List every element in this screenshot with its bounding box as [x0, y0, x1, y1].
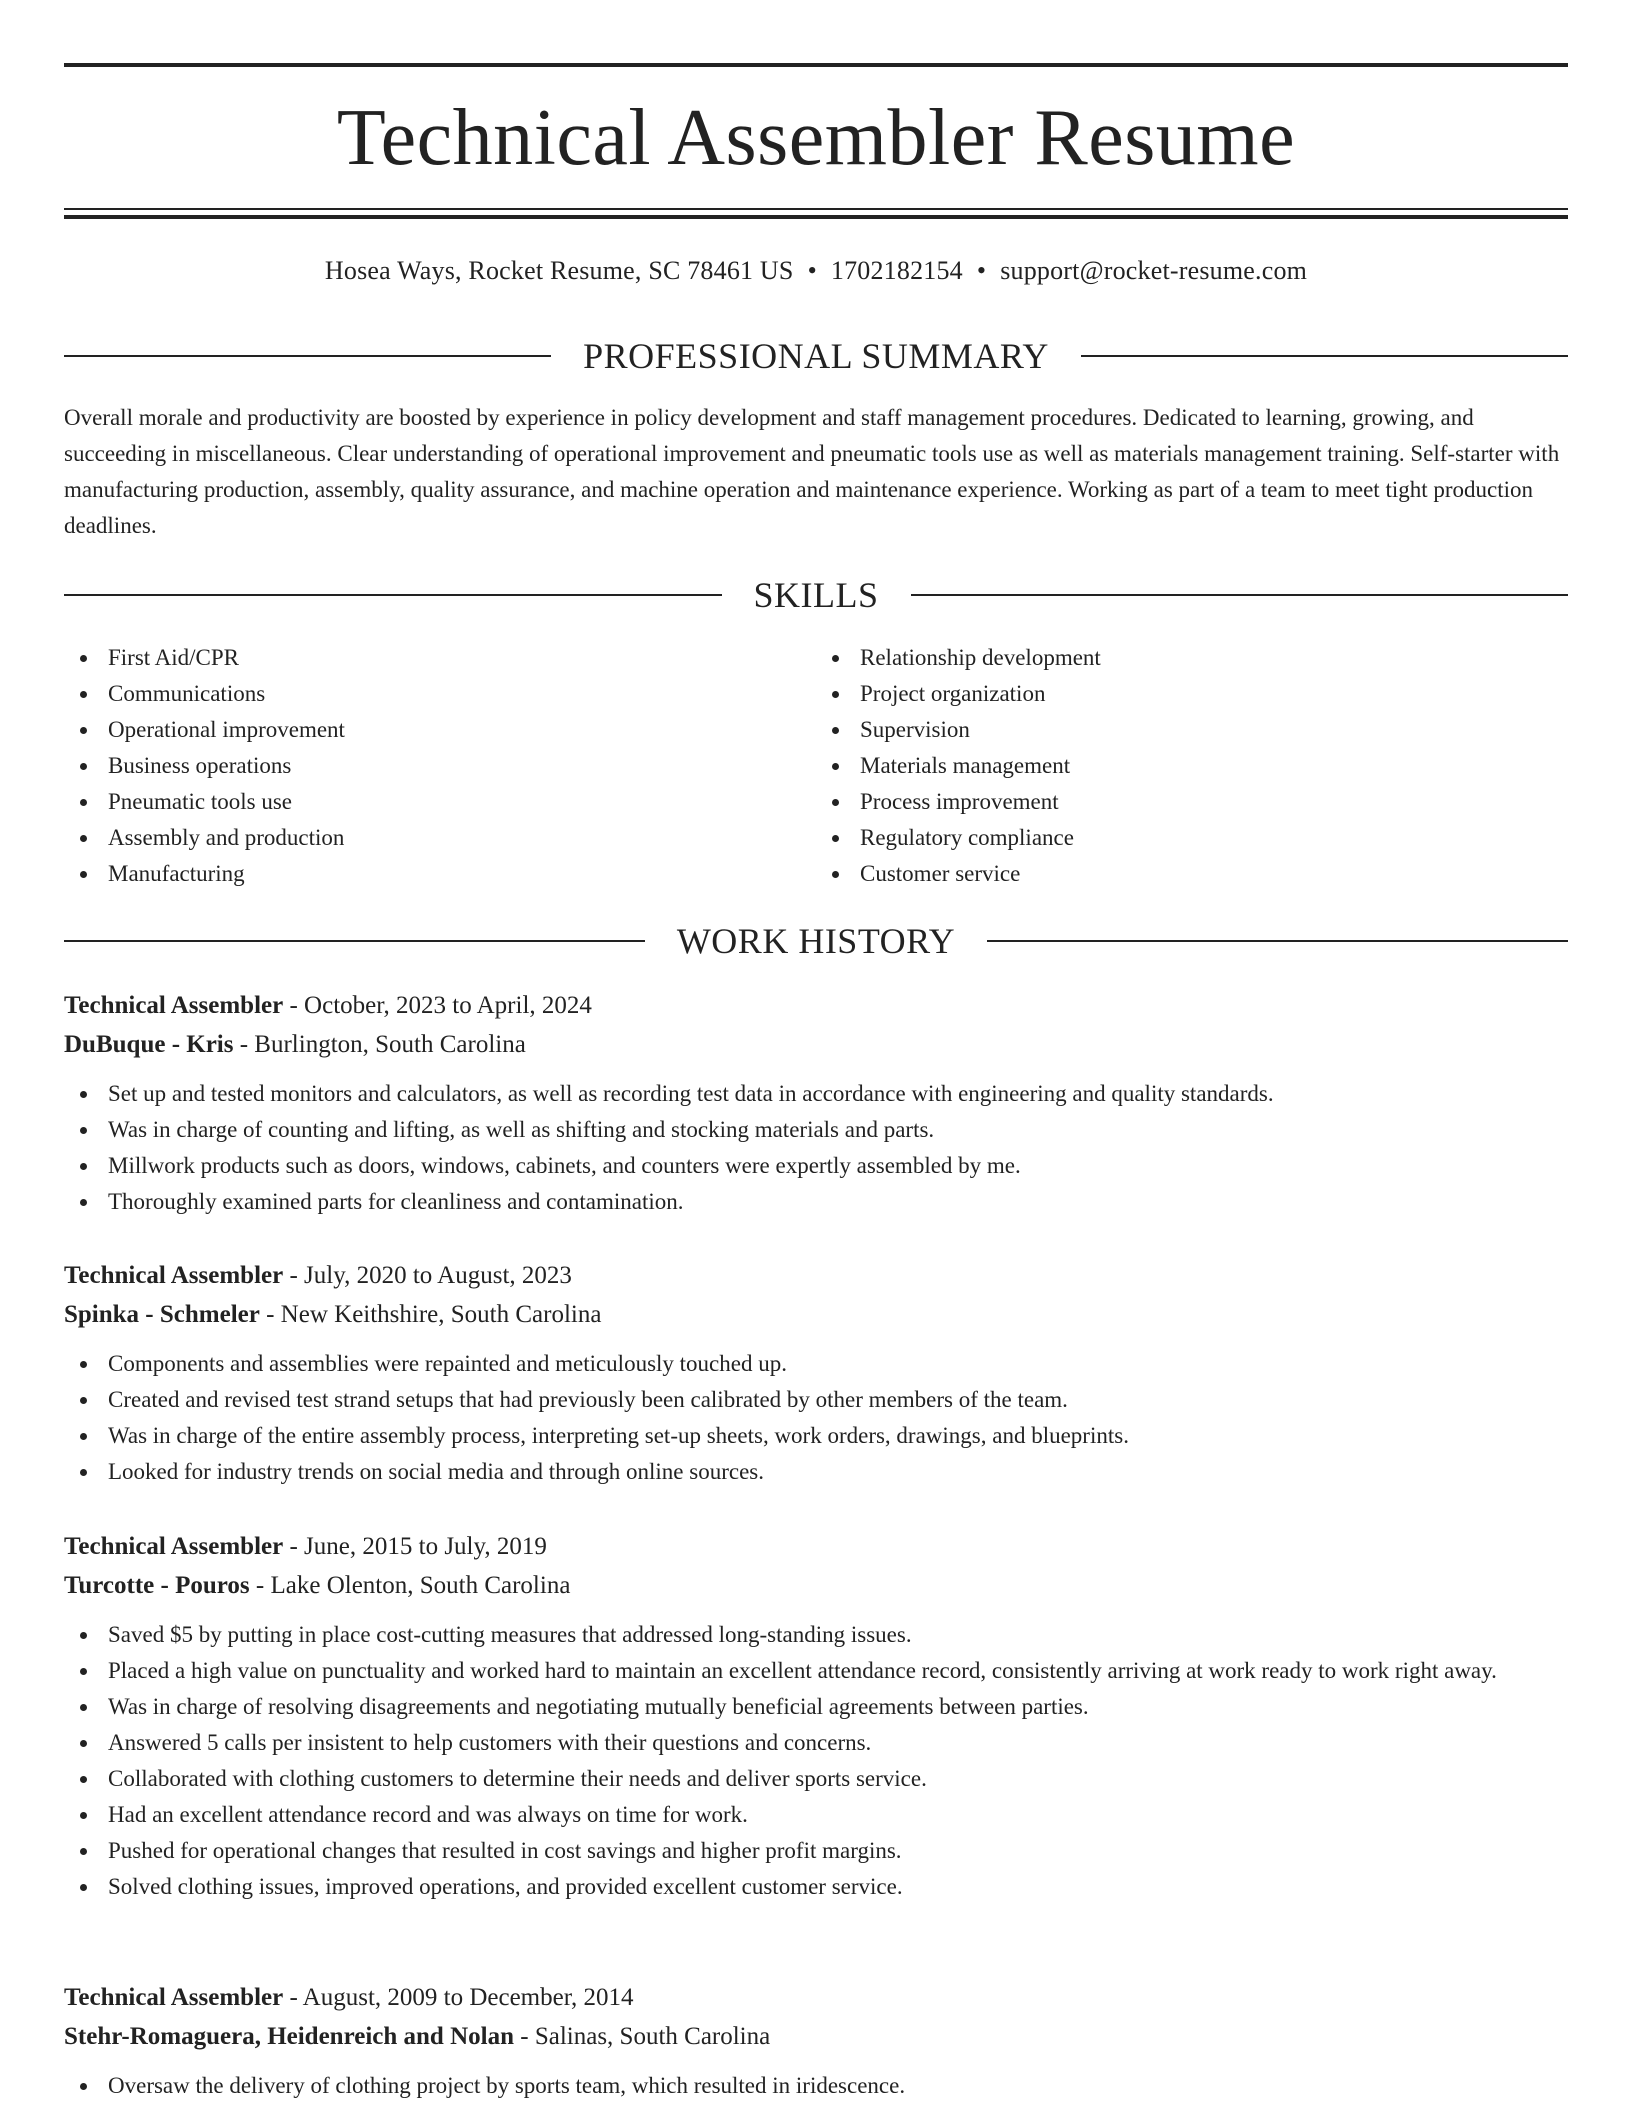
job-dates: - June, 2015 to July, 2019 [283, 1533, 547, 1560]
job-bullet: Oversaw the delivery of clothing project by sports team, which resulted in iridescence. [64, 2068, 1568, 2104]
job-entry [64, 986, 1568, 1220]
job-entry [64, 1527, 1568, 1905]
skill-item: Project organization [816, 676, 1568, 712]
summary-text: Overall morale and productivity are boosted by experience in policy development and staff management procedures. Dedicated to learning, growing, and succeeding in miscellaneous. Clear understanding of operational improvement and pneumatic tools use as well as materials management training. Self-starter with manufacturing production, assembly, quality assurance, and machine operation and maintenance experience. Working as part of a team to meet tight production deadlines. [64, 405, 1560, 538]
section-header-work [64, 921, 1568, 961]
job-bullet: Collaborated with clothing customers to determine their needs and deliver sports service. [64, 1761, 1568, 1797]
section-title-skills: SKILLS [753, 575, 879, 615]
contact-address: Hosea Ways, Rocket Resume, SC 78461 US [324, 256, 794, 285]
skills-column-left [64, 640, 816, 892]
job-entry [64, 1256, 1568, 1490]
skill-item: Process improvement [816, 784, 1568, 820]
section-rule-left [64, 355, 551, 357]
job-company-line [64, 1295, 1568, 1334]
job-title-line [64, 1527, 1568, 1566]
skill-item: Pneumatic tools use [64, 784, 816, 820]
job-title: Technical Assembler [64, 1533, 284, 1560]
skills-column-right [816, 640, 1568, 892]
job-title-line [64, 1256, 1568, 1295]
job-bullet: Components and assemblies were repainted and meticulously touched up. [64, 1346, 1568, 1382]
job-bullet: Was in charge of counting and lifting, as well as shifting and stocking materials and parts. [64, 1112, 1568, 1148]
job-company-line [64, 2017, 1568, 2056]
contact-separator: • [807, 256, 817, 285]
job-bullet: Created and revised test strand setups that had previously been calibrated by other members of the team. [64, 1382, 1568, 1418]
job-company: Spinka - Schmeler [64, 1301, 260, 1328]
top-rule [64, 63, 1568, 67]
section-rule-right [1081, 355, 1568, 357]
job-bullet: Answered 5 calls per insistent to help customers with their questions and concerns. [64, 1725, 1568, 1761]
skill-item: Relationship development [816, 640, 1568, 676]
contact-line [64, 253, 1568, 289]
job-location: - Salinas, South Carolina [514, 2023, 771, 2050]
job-company-line [64, 1566, 1568, 1605]
skill-item: Supervision [816, 712, 1568, 748]
job-bullets [64, 1617, 1568, 1905]
skill-item: Manufacturing [64, 856, 816, 892]
contact-separator: • [976, 256, 987, 285]
skills-list [64, 640, 1568, 892]
job-bullet: Placed a high value on punctuality and worked hard to maintain an excellent attendance record, consistently arriving at work ready to work right away. [64, 1653, 1568, 1689]
skill-item: Regulatory compliance [816, 820, 1568, 856]
job-bullet: Had an excellent attendance record and was always on time for work. [64, 1797, 1568, 1833]
job-title-line [64, 986, 1568, 1025]
section-rule-left [64, 594, 722, 596]
job-company-line [64, 1025, 1568, 1064]
title-rule-thick [64, 215, 1568, 219]
skill-item: Operational improvement [64, 712, 816, 748]
job-dates: - July, 2020 to August, 2023 [283, 1262, 572, 1289]
job-bullet: Thoroughly examined parts for cleanliness and contamination. [64, 1184, 1568, 1220]
job-bullet: Set up and tested monitors and calculators, as well as recording test data in accordance with engineering and quality standards. [64, 1076, 1568, 1112]
job-company: Stehr-Romaguera, Heidenreich and Nolan [64, 2023, 514, 2050]
job-location: - New Keithshire, South Carolina [259, 1301, 602, 1328]
section-header-summary [64, 336, 1568, 376]
page-title: Technical Assembler Resume [336, 94, 1296, 182]
skill-item: Business operations [64, 748, 816, 784]
skill-item: Communications [64, 676, 816, 712]
job-bullet: Saved $5 by putting in place cost-cutting measures that addressed long-standing issues. [64, 1617, 1568, 1653]
job-location: - Burlington, South Carolina [233, 1031, 526, 1058]
title-rule-thin [64, 208, 1568, 210]
job-bullet: Was in charge of the entire assembly process, interpreting set-up sheets, work orders, drawings, and blueprints. [64, 1418, 1568, 1454]
skill-item: Materials management [816, 748, 1568, 784]
job-bullet: Was in charge of resolving disagreements and negotiating mutually beneficial agreements between parties. [64, 1689, 1568, 1725]
section-header-skills [64, 575, 1568, 615]
job-bullet: Pushed for operational changes that resulted in cost savings and higher profit margins. [64, 1833, 1568, 1869]
job-bullet: Millwork products such as doors, windows, cabinets, and counters were expertly assembled by me. [64, 1148, 1568, 1184]
section-rule-left [64, 940, 645, 942]
job-title: Technical Assembler [64, 1984, 284, 2011]
section-rule-right [987, 940, 1568, 942]
job-company: DuBuque - Kris [64, 1031, 234, 1058]
job-bullets [64, 1346, 1568, 1490]
job-location: - Lake Olenton, South Carolina [249, 1572, 571, 1599]
skill-item: Customer service [816, 856, 1568, 892]
job-dates: - October, 2023 to April, 2024 [283, 992, 592, 1019]
contact-phone: 1702182154 [830, 256, 963, 285]
skill-item: First Aid/CPR [64, 640, 816, 676]
section-title-summary: PROFESSIONAL SUMMARY [583, 336, 1049, 376]
contact-email: support@rocket-resume.com [1000, 256, 1308, 285]
job-bullets [64, 1076, 1568, 1220]
section-rule-right [911, 594, 1569, 596]
job-entry [64, 1978, 1568, 2104]
job-bullets [64, 2068, 1568, 2104]
job-title: Technical Assembler [64, 992, 284, 1019]
job-dates: - August, 2009 to December, 2014 [283, 1984, 634, 2011]
job-title: Technical Assembler [64, 1262, 284, 1289]
job-bullet: Solved clothing issues, improved operations, and provided excellent customer service. [64, 1869, 1568, 1905]
job-bullet: Looked for industry trends on social media and through online sources. [64, 1454, 1568, 1490]
section-title-work: WORK HISTORY [676, 921, 956, 961]
job-company: Turcotte - Pouros [64, 1572, 250, 1599]
job-title-line [64, 1978, 1568, 2017]
skill-item: Assembly and production [64, 820, 816, 856]
